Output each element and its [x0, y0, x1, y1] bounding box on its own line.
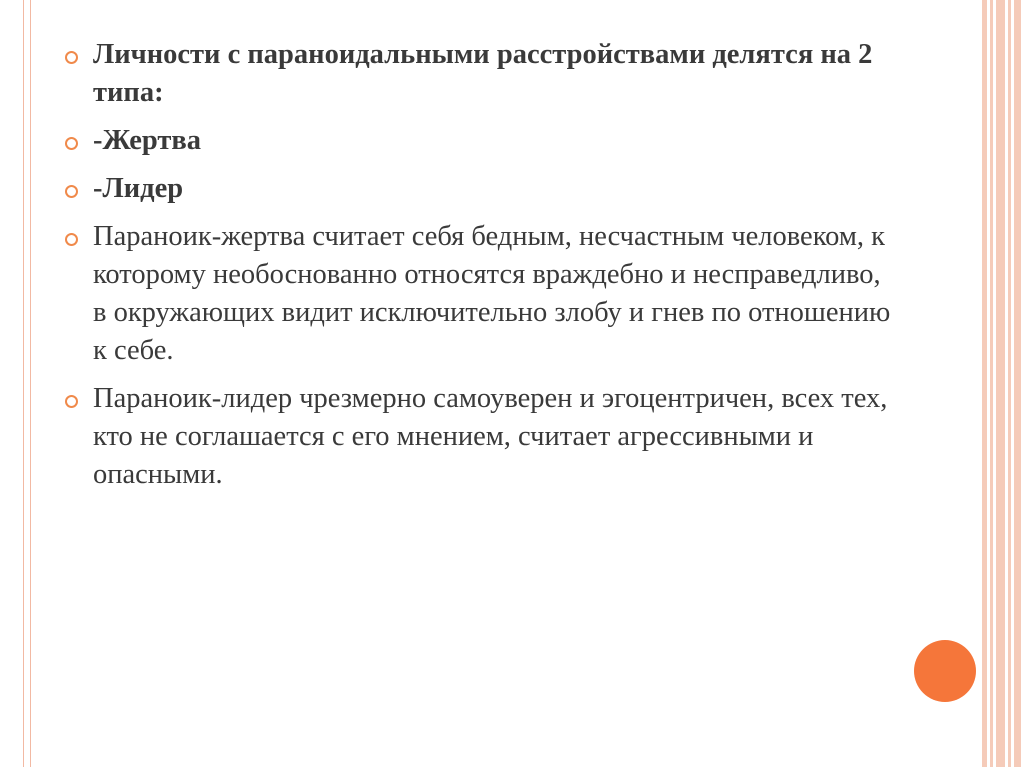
right-stripe	[982, 0, 987, 767]
orange-circle-icon	[914, 640, 976, 702]
bullet-text: -Жертва	[93, 125, 201, 156]
right-stripe	[1008, 0, 1011, 767]
left-border-line	[23, 0, 24, 767]
bullet-text: Личности с параноидальными расстройствами делятся на 2 типа:	[93, 39, 873, 108]
bullet-item-victim-description	[65, 218, 895, 370]
bullet-item-leader	[65, 170, 895, 208]
bullet-list	[65, 36, 895, 504]
bullet-item-intro	[65, 36, 895, 112]
bullet-item-leader-description	[65, 380, 895, 494]
ring-bullet-icon	[65, 185, 78, 198]
bullet-text: Параноик-жертва считает себя бедным, несчастным человеком, к которому необоснованно относятся враждебно и несправедливо, в окружающих видит исключительно злобу и гнев по отношению к себе.	[93, 221, 891, 366]
bullet-item-victim	[65, 122, 895, 160]
bullet-text: Параноик-лидер чрезмерно самоуверен и эгоцентричен, всех тех, кто не соглашается с его мнением, считает агрессивными и опасными.	[93, 383, 888, 490]
bullet-text: -Лидер	[93, 173, 184, 204]
right-stripe	[1014, 0, 1021, 767]
ring-bullet-icon	[65, 233, 78, 246]
left-border-line-inner	[30, 0, 31, 767]
right-stripe	[996, 0, 1005, 767]
ring-bullet-icon	[65, 395, 78, 408]
ring-bullet-icon	[65, 51, 78, 64]
ring-bullet-icon	[65, 137, 78, 150]
right-stripe	[990, 0, 993, 767]
